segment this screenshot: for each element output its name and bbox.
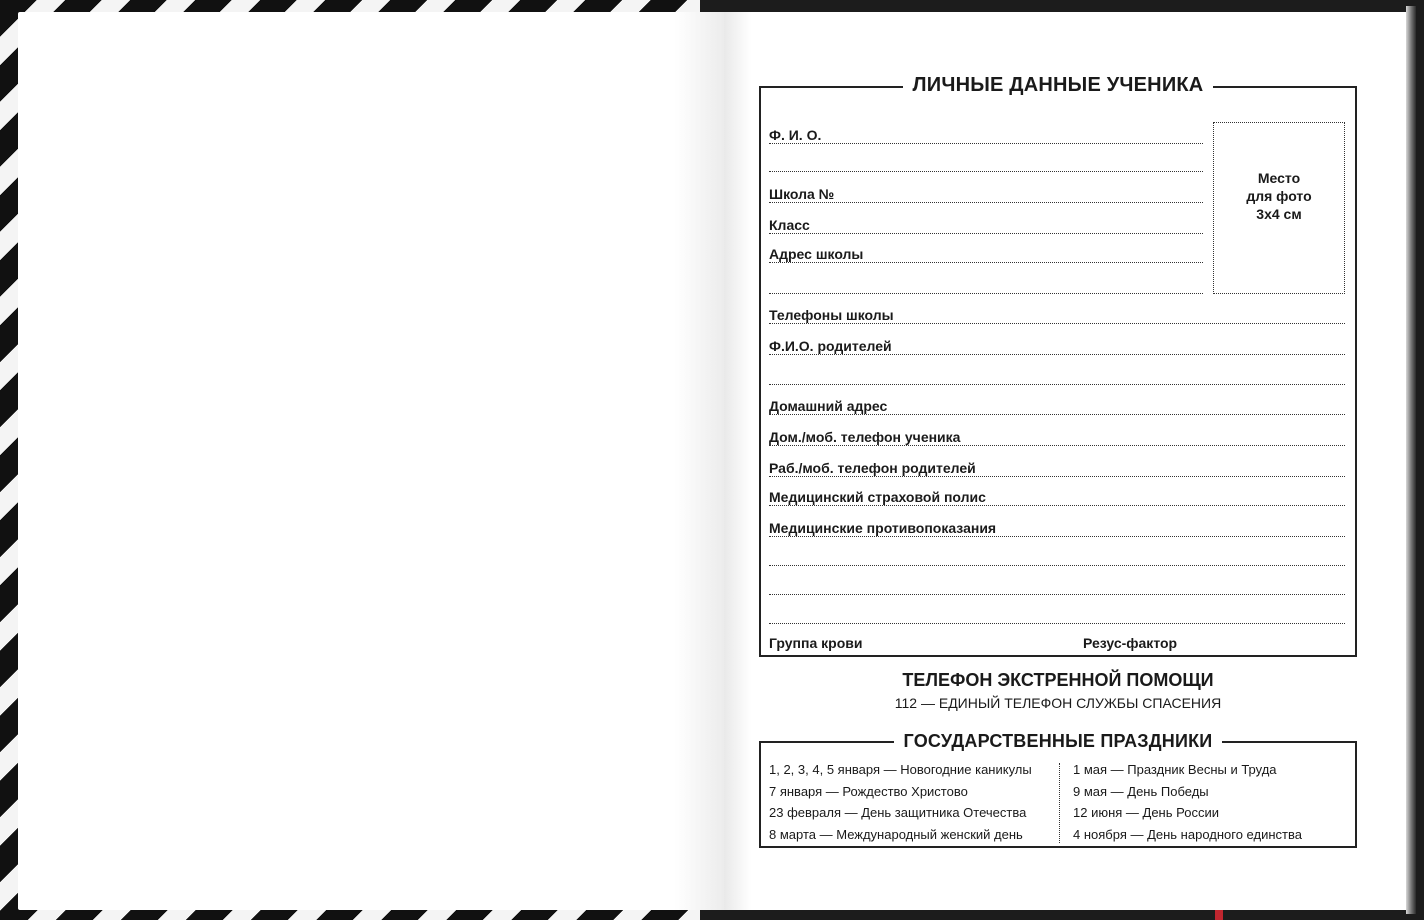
- left-blank-page: [18, 12, 724, 910]
- holidays-left-column: [769, 759, 1032, 845]
- fio-field[interactable]: Ф. И. О.: [769, 122, 1203, 144]
- holiday-item: 9 мая — День Победы: [1073, 783, 1209, 799]
- school-field[interactable]: Школа №: [769, 181, 1203, 203]
- class-field[interactable]: Класс: [769, 212, 1203, 234]
- holiday-item: 7 января — Рождество Христово: [769, 783, 968, 799]
- personal-data-box: [759, 74, 1357, 657]
- student-phone-field[interactable]: Дом./моб. телефон ученика: [769, 424, 1345, 446]
- rh-factor-field[interactable]: Резус-фактор: [1083, 635, 1178, 651]
- contraindications-field-line-4[interactable]: [769, 602, 1345, 624]
- school-address-field[interactable]: Адрес школы: [769, 241, 1203, 263]
- holiday-item: 4 ноября — День народного единства: [1073, 826, 1302, 842]
- holiday-item: 1 мая — Праздник Весны и Труда: [1073, 762, 1277, 777]
- holiday-item: 12 июня — День России: [1073, 805, 1219, 820]
- parents-fio-field[interactable]: Ф.И.О. родителей: [769, 333, 1345, 355]
- blood-group-field[interactable]: Группа крови: [769, 635, 863, 651]
- home-address-field[interactable]: Домашний адрес: [769, 393, 1345, 415]
- fio-field-line-2[interactable]: [769, 150, 1203, 172]
- school-phones-field[interactable]: Телефоны школы: [769, 302, 1345, 324]
- holiday-item: 23 февраля — День защитника Отечества: [769, 805, 1027, 820]
- insurance-field[interactable]: Медицинский страховой полис: [769, 484, 1345, 506]
- photo-placeholder: Место для фото 3х4 см: [1213, 122, 1345, 294]
- contraindications-field-line-2[interactable]: [769, 544, 1345, 566]
- school-address-field-line-2[interactable]: [769, 272, 1203, 294]
- contraindications-field[interactable]: Медицинские противопоказания: [769, 515, 1345, 537]
- parents-phone-field[interactable]: Раб./моб. телефон родителей: [769, 455, 1345, 477]
- holiday-item: 1, 2, 3, 4, 5 января — Новогодние каникулы: [769, 762, 1032, 777]
- personal-data-title: ЛИЧНЫЕ ДАННЫЕ УЧЕНИКА: [761, 74, 1355, 97]
- notebook-spine: [1406, 6, 1416, 914]
- holidays-title: ГОСУДАРСТВЕННЫЕ ПРАЗДНИКИ: [761, 731, 1355, 752]
- emergency-title: ТЕЛЕФОН ЭКСТРЕННОЙ ПОМОЩИ: [902, 670, 1214, 690]
- emergency-subtitle: 112 — ЕДИНЫЙ ТЕЛЕФОН СЛУЖБЫ СПАСЕНИЯ: [894, 695, 1222, 711]
- holidays-divider: [1059, 763, 1060, 843]
- contraindications-field-line-3[interactable]: [769, 573, 1345, 595]
- holidays-box: [759, 731, 1357, 848]
- parents-fio-field-line-2[interactable]: [769, 363, 1345, 385]
- holidays-right-column: [1073, 759, 1302, 845]
- holiday-item: 8 марта — Международный женский день: [769, 826, 1023, 842]
